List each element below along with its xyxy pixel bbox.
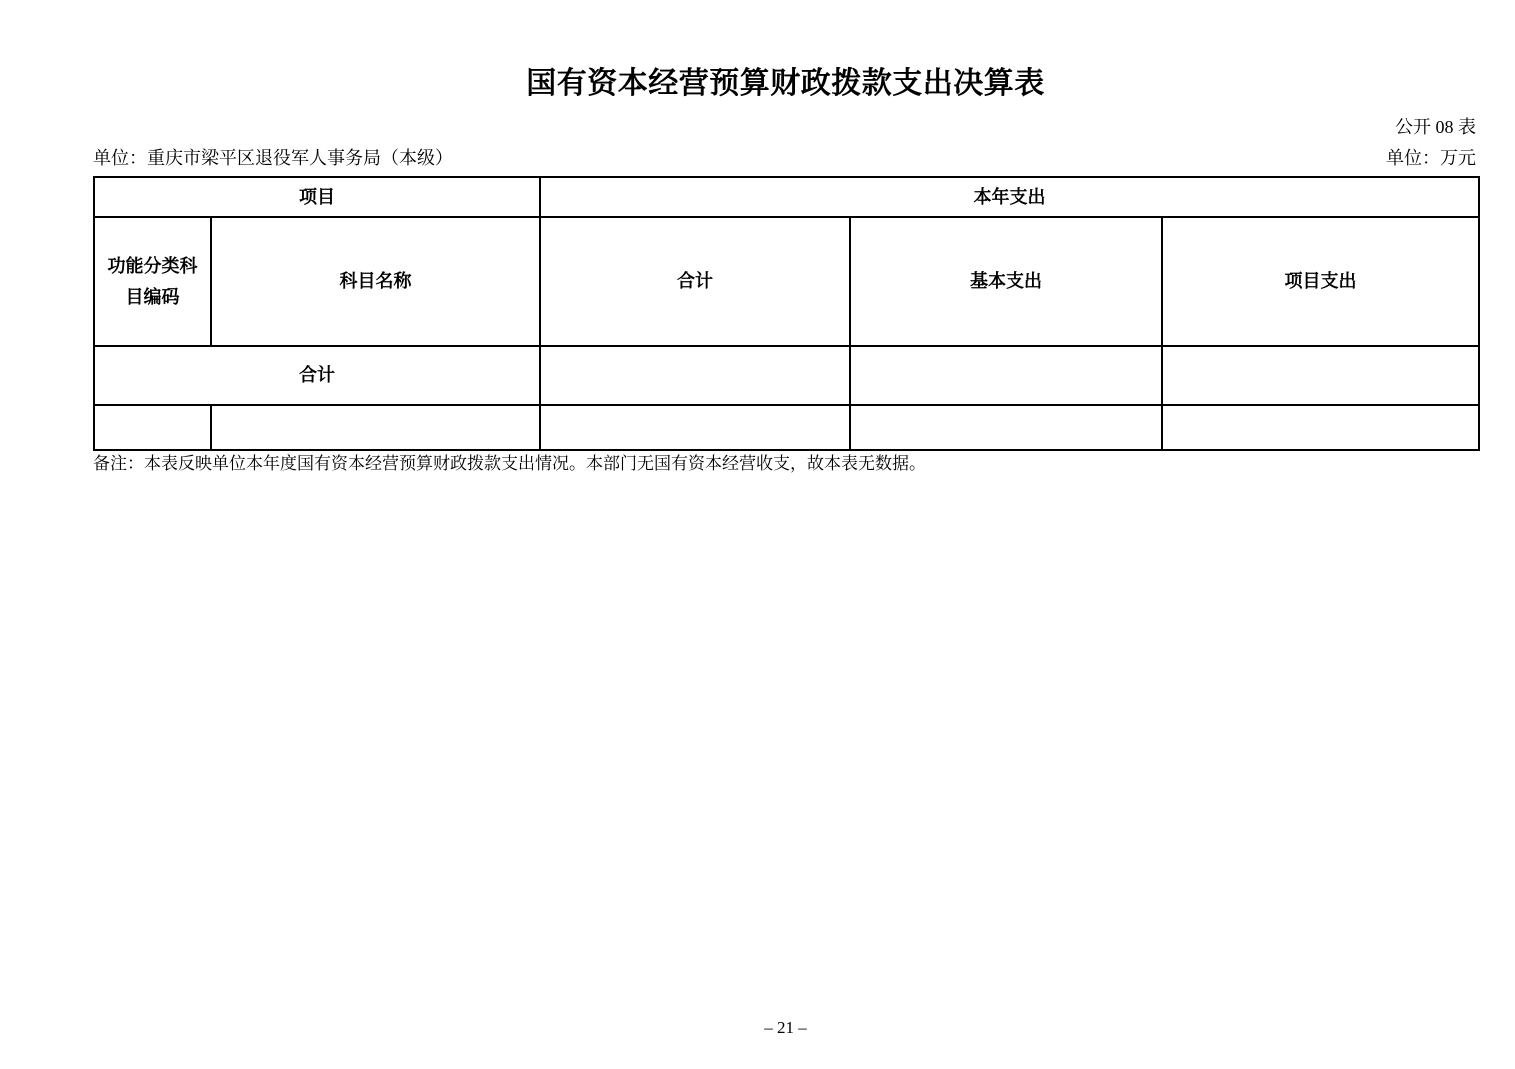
column-header-project-expenditure: 项目支出 (1162, 217, 1479, 346)
total-row-label: 合计 (94, 346, 540, 405)
remark-note: 备注：本表反映单位本年度国有资本经营预算财政拨款支出情况。本部门无国有资本经营收支，故本表无数据。 (93, 454, 926, 473)
column-header-total: 合计 (540, 217, 850, 346)
empty-row-total-cell (540, 405, 850, 450)
table-column-header-row (94, 217, 1479, 346)
empty-row-basic-cell (850, 405, 1162, 450)
content-area (93, 0, 1478, 1069)
unit-measure-label: 单位：万元 (1386, 148, 1476, 168)
empty-row-code-cell (94, 405, 211, 450)
column-header-basic-expenditure: 基本支出 (850, 217, 1162, 346)
table-row-empty (94, 405, 1479, 450)
form-number-label: 公开 08 表 (1395, 117, 1476, 137)
column-header-subject-name: 科目名称 (211, 217, 540, 346)
unit-info-row (93, 144, 1478, 170)
group-header-current-year-expenditure: 本年支出 (540, 177, 1479, 217)
group-header-project: 项目 (94, 177, 540, 217)
table-row-total (94, 346, 1479, 405)
fiscal-expenditure-table (93, 176, 1480, 451)
total-row-total-value (540, 346, 850, 405)
table-group-header-row (94, 177, 1479, 217)
column-header-function-code: 功能分类科目编码 (94, 217, 211, 346)
empty-row-name-cell (211, 405, 540, 450)
empty-row-project-cell (1162, 405, 1479, 450)
unit-name-label: 单位：重庆市梁平区退役军人事务局（本级） (93, 148, 453, 168)
total-row-basic-value (850, 346, 1162, 405)
page-number: – 21 – (764, 1018, 807, 1037)
page-title: 国有资本经营预算财政拨款支出决算表 (526, 67, 1045, 100)
total-row-project-value (1162, 346, 1479, 405)
